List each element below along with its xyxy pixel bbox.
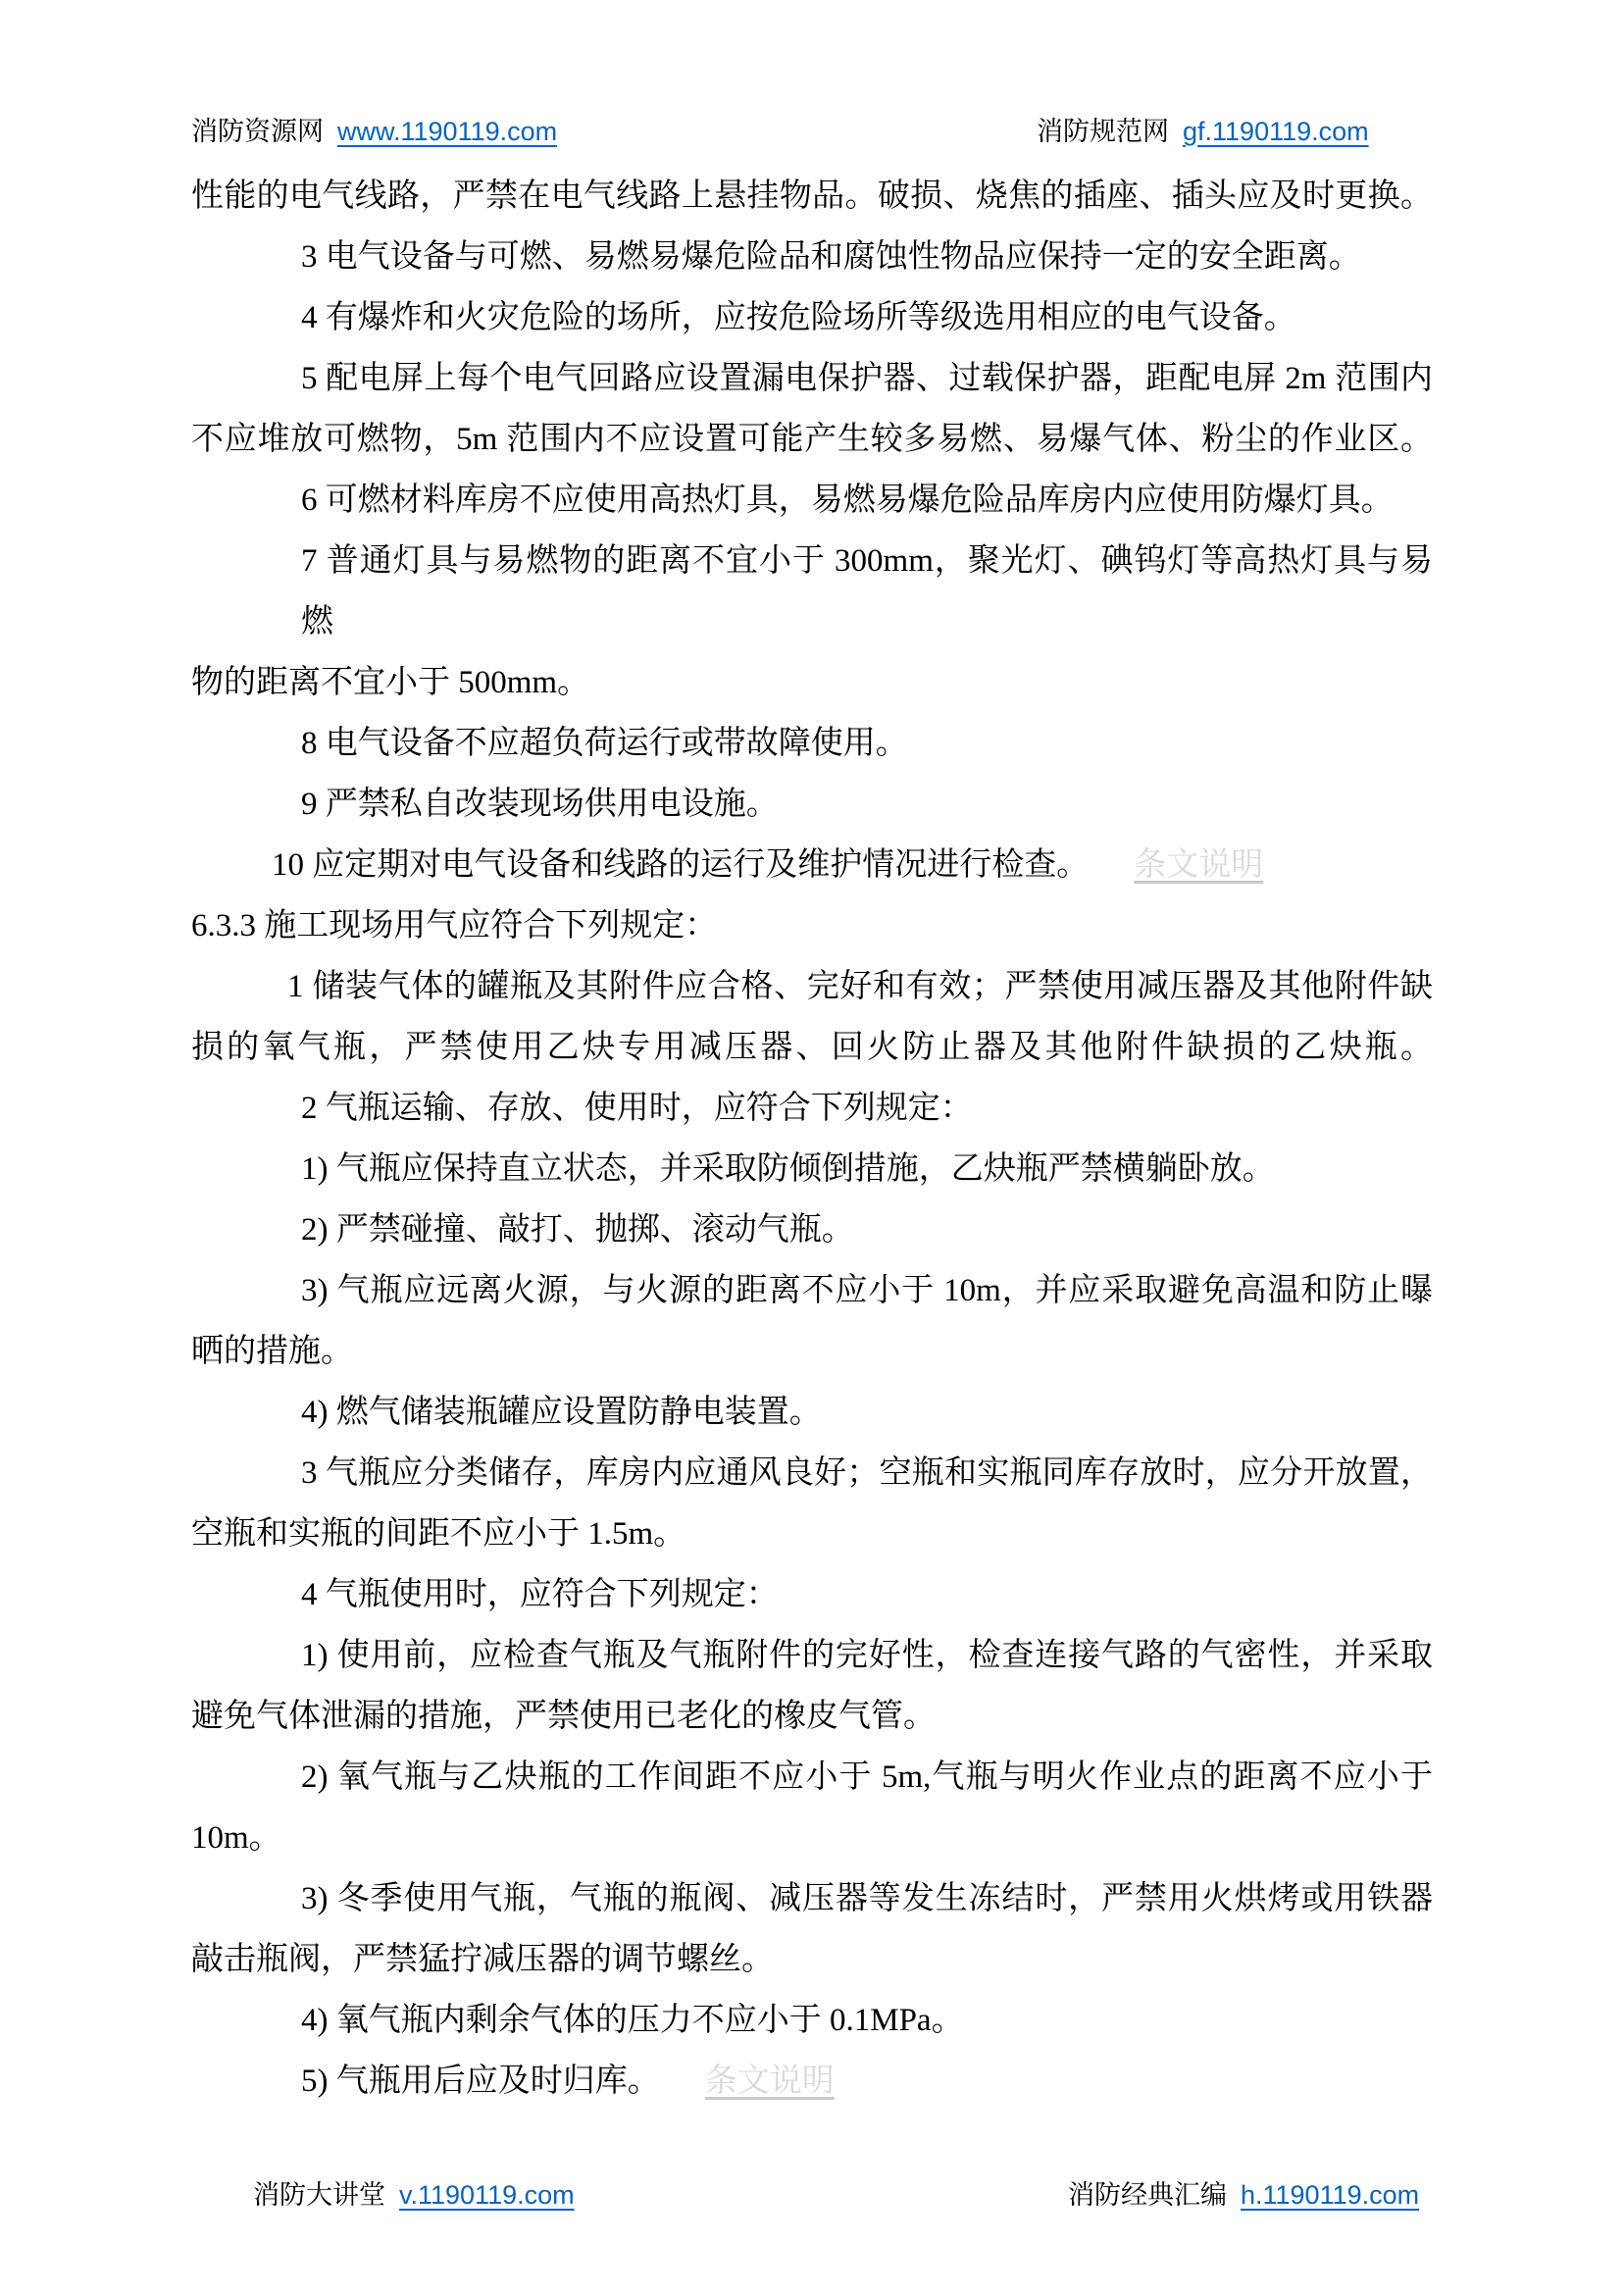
body-line-text: 敲击瓶阀，严禁猛拧减压器的调节螺丝。 (191, 1942, 774, 1977)
body-line (191, 1017, 1433, 1078)
body-line-text: 2) 氧气瓶与乙炔瓶的工作间距不应小于 5m,气瓶与明火作业点的距离不应小于 (301, 1759, 1433, 1795)
body-line-text: 9 严禁私自改装现场供用电设施。 (301, 787, 779, 822)
body-line (301, 1747, 1433, 1808)
body-line (191, 1504, 1433, 1564)
clause-explanation-link[interactable]: 条文说明 (1134, 847, 1264, 883)
body-line (301, 470, 1433, 531)
footer-right (1068, 2173, 1419, 2212)
body-line-text: 6.3.3 施工现场用气应符合下列规定： (191, 908, 718, 943)
body-line-text: 避免气体泄漏的措施，严禁使用已老化的橡皮气管。 (191, 1699, 936, 1734)
footer-right-label: 消防经典汇编 (1068, 2180, 1227, 2210)
body-line (301, 287, 1433, 348)
body-line (301, 713, 1433, 774)
body-line (301, 1260, 1433, 1321)
footer-left-label: 消防大讲堂 (253, 2180, 385, 2210)
body-line-text: 1) 气瓶应保持直立状态，并采取防倾倒措施，乙炔瓶严禁横躺卧放。 (301, 1151, 1275, 1187)
body-line (191, 166, 1433, 227)
body-line-text: 5 配电屏上每个电气回路应设置漏电保护器、过载保护器，距配电屏 2m 范围内 (301, 361, 1433, 396)
body-line-text: 空瓶和实瓶的间距不应小于 1.5m。 (191, 1516, 686, 1552)
body-line-text: 10 应定期对电气设备和线路的运行及维护情况进行检查。 (272, 847, 1090, 883)
body-line (301, 1199, 1433, 1260)
body-line-text: 10m。 (191, 1820, 281, 1856)
body-line-text: 3 电气设备与可燃、易燃易爆危险品和腐蚀性物品应保持一定的安全距离。 (301, 239, 1361, 275)
document-body (0, 166, 1624, 2112)
body-line (191, 1808, 1433, 1868)
body-line-text: 损的氧气瓶，严禁使用乙炔专用减压器、回火防止器及其他附件缺损的乙炔瓶。 (191, 1030, 1433, 1065)
body-line (301, 1078, 1433, 1139)
header-right (1037, 110, 1369, 148)
body-line-text: 6 可燃材料库房不应使用高热灯具，易燃易爆危险品库房内应使用防爆灯具。 (301, 483, 1394, 518)
body-line (301, 1443, 1433, 1504)
footer-left (253, 2173, 575, 2212)
body-line-text: 3 气瓶应分类储存，库房内应通风良好；空瓶和实瓶同库存放时，应分开放置， (301, 1455, 1433, 1491)
body-line (191, 1321, 1433, 1382)
body-line (301, 1990, 1433, 2051)
header-left-link[interactable]: www.1190119.com (337, 117, 558, 146)
body-line-text: 4) 氧气瓶内剩余气体的压力不应小于 0.1MPa。 (301, 2003, 964, 2038)
footer-left-link[interactable]: v.1190119.com (399, 2180, 575, 2210)
body-line-text: 4 有爆炸和火灾危险的场所，应按危险场所等级选用相应的电气设备。 (301, 300, 1296, 335)
body-line-text: 1) 使用前，应检查气瓶及气瓶附件的完好性，检查连接气路的气密性，并采取 (301, 1638, 1433, 1673)
body-line (301, 2051, 1433, 2112)
body-line-text: 2) 严禁碰撞、敲打、抛掷、滚动气瓶。 (301, 1212, 854, 1248)
body-line-text: 物的距离不宜小于 500mm。 (191, 665, 590, 700)
body-line-text: 1 储装气体的罐瓶及其附件应合格、完好和有效；严禁使用减压器及其他附件缺 (287, 969, 1433, 1004)
body-line (191, 895, 1433, 956)
body-line-text: 5) 气瓶用后应及时归库。 (301, 2064, 660, 2099)
body-line (191, 652, 1433, 713)
body-line-text: 4 气瓶使用时，应符合下列规定： (301, 1577, 779, 1612)
body-line (301, 531, 1433, 652)
header-right-label: 消防规范网 (1037, 117, 1169, 146)
body-line-text: 3) 冬季使用气瓶，气瓶的瓶阀、减压器等发生冻结时，严禁用火烘烤或用铁器 (301, 1881, 1433, 1916)
body-line-text: 性能的电气线路，严禁在电气线路上悬挂物品。破损、烧焦的插座、插头应及时更换。 (191, 178, 1433, 214)
body-line (272, 835, 1433, 895)
body-line-text: 晒的措施。 (191, 1334, 353, 1369)
body-line (301, 348, 1433, 409)
body-line (191, 1686, 1433, 1747)
body-line (301, 1625, 1433, 1686)
body-line (191, 409, 1433, 470)
body-line (301, 1564, 1433, 1625)
body-line (301, 1139, 1433, 1199)
body-line (191, 1929, 1433, 1990)
body-line-text: 4) 燃气储装瓶罐应设置防静电装置。 (301, 1395, 822, 1430)
body-line-text: 3) 气瓶应远离火源，与火源的距离不应小于 10m，并应采取避免高温和防止曝 (301, 1273, 1433, 1308)
body-line-text: 7 普通灯具与易燃物的距离不宜小于 300mm，聚光灯、碘钨灯等高热灯具与易燃 (301, 543, 1433, 639)
clause-explanation-link[interactable]: 条文说明 (704, 2064, 835, 2099)
body-line (301, 774, 1433, 835)
body-line (301, 227, 1433, 287)
body-line (301, 1868, 1433, 1929)
body-line-text: 2 气瓶运输、存放、使用时，应符合下列规定： (301, 1091, 973, 1126)
header-left-label: 消防资源网 (191, 117, 324, 146)
header-right-link[interactable]: gf.1190119.com (1183, 117, 1369, 146)
header-left (191, 110, 557, 148)
footer-right-link[interactable]: h.1190119.com (1241, 2180, 1420, 2210)
body-line-text: 8 电气设备不应超负荷运行或带故障使用。 (301, 726, 908, 761)
body-line (287, 956, 1433, 1017)
body-line (301, 1382, 1433, 1443)
body-line-text: 不应堆放可燃物，5m 范围内不应设置可能产生较多易燃、易爆气体、粉尘的作业区。 (191, 422, 1433, 457)
